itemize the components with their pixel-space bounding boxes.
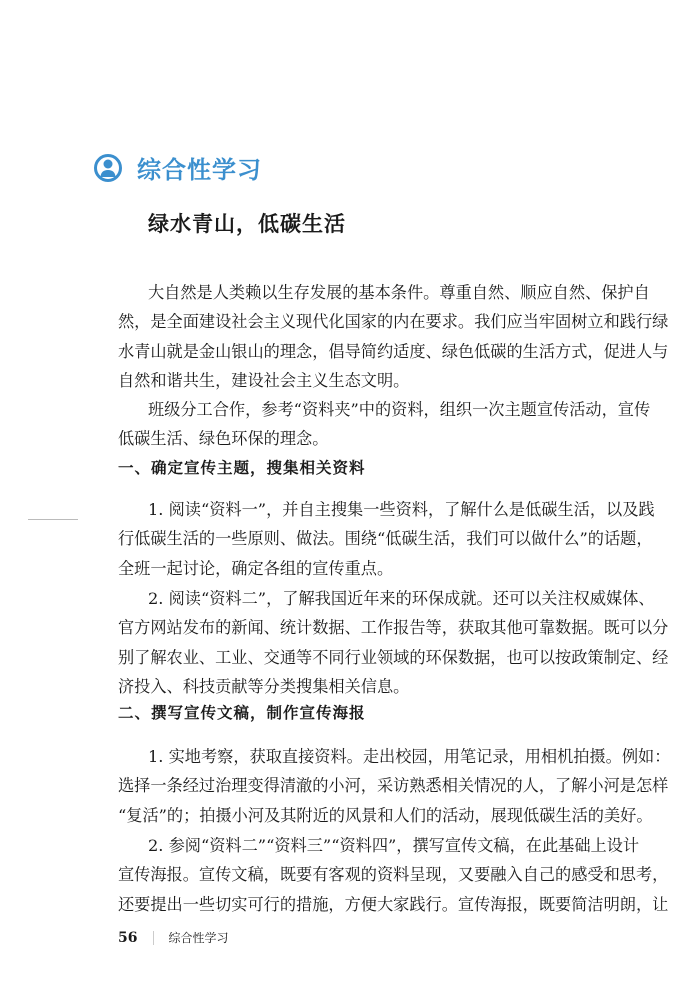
paragraph-line: 1. 阅读“资料一”，并自主搜集一些资料，了解什么是低碳生活，以及践 — [148, 500, 655, 519]
paragraph-line: 选择一条经过治理变得清澈的小河，采访熟悉相关情况的人，了解小河是怎样 — [118, 776, 669, 796]
footer-label: 综合性学习 — [168, 931, 229, 945]
footer-divider — [153, 931, 154, 945]
paragraph-line: 宣传海报。宣传文稿，既要有客观的资料呈现，又要融入自己的感受和思考， — [118, 865, 669, 885]
paragraph-line: 水青山就是金山银山的理念，倡导简约适度、绿色低碳的生活方式，促进人与 — [118, 341, 669, 361]
paragraph-line: 还要提出一些切实可行的措施，方便大家践行。宣传海报，既要简洁明朗，让 — [118, 894, 669, 914]
paragraph-line: 济投入、科技贡献等分类搜集相关信息。 — [118, 676, 410, 696]
section-title: 综合性学习 — [137, 156, 262, 184]
section-heading: 一、确定宣传主题，搜集相关资料 — [118, 459, 366, 477]
paragraph-line: 自然和谐共生，建设社会主义生态文明。 — [118, 370, 410, 390]
margin-mark — [28, 519, 78, 520]
paragraph-line: 官方网站发布的新闻、统计数据、工作报告等，获取其他可靠数据。既可以分 — [118, 618, 669, 638]
paragraph-line: 然，是全面建设社会主义现代化国家的内在要求。我们应当牢固树立和践行绿 — [118, 312, 669, 332]
paragraph-line: 别了解农业、工业、交通等不同行业领域的环保数据，也可以按政策制定、经 — [118, 647, 669, 667]
paragraph-line: 行低碳生活的一些原则、做法。围绕“低碳生活，我们可以做什么”的话题， — [118, 529, 653, 549]
paragraph-line: 大自然是人类赖以生存发展的基本条件。尊重自然、顺应自然、保护自 — [148, 283, 650, 302]
section-header — [93, 150, 262, 185]
paragraph-line: 全班一起讨论，确定各组的宣传重点。 — [118, 558, 394, 578]
paragraph-line: 2. 参阅“资料二”“资料三”“资料四”，撰写宣传文稿，在此基础上设计 — [148, 836, 640, 855]
page-number: 56 — [118, 929, 138, 946]
paragraph-line: 低碳生活、绿色环保的理念。 — [118, 429, 329, 449]
paragraph-line: 2. 阅读“资料二”，了解我国近年来的环保成就。还可以关注权威媒体、 — [148, 589, 655, 608]
person-circle-icon — [93, 153, 123, 183]
page-title: 绿水青山，低碳生活 — [148, 211, 346, 236]
section-heading: 二、撰写宣传文稿，制作宣传海报 — [118, 704, 366, 722]
paragraph-line: “复活”的；拍摄小河及其附近的风景和人们的活动，展现低碳生活的美好。 — [118, 805, 653, 825]
page-footer — [118, 929, 229, 946]
paragraph-line: 班级分工合作，参考“资料夹”中的资料，组织一次主题宣传活动，宣传 — [148, 400, 651, 419]
paragraph-line: 1. 实地考察，获取直接资料。走出校园，用笔记录，用相机拍摄。例如： — [148, 747, 671, 766]
